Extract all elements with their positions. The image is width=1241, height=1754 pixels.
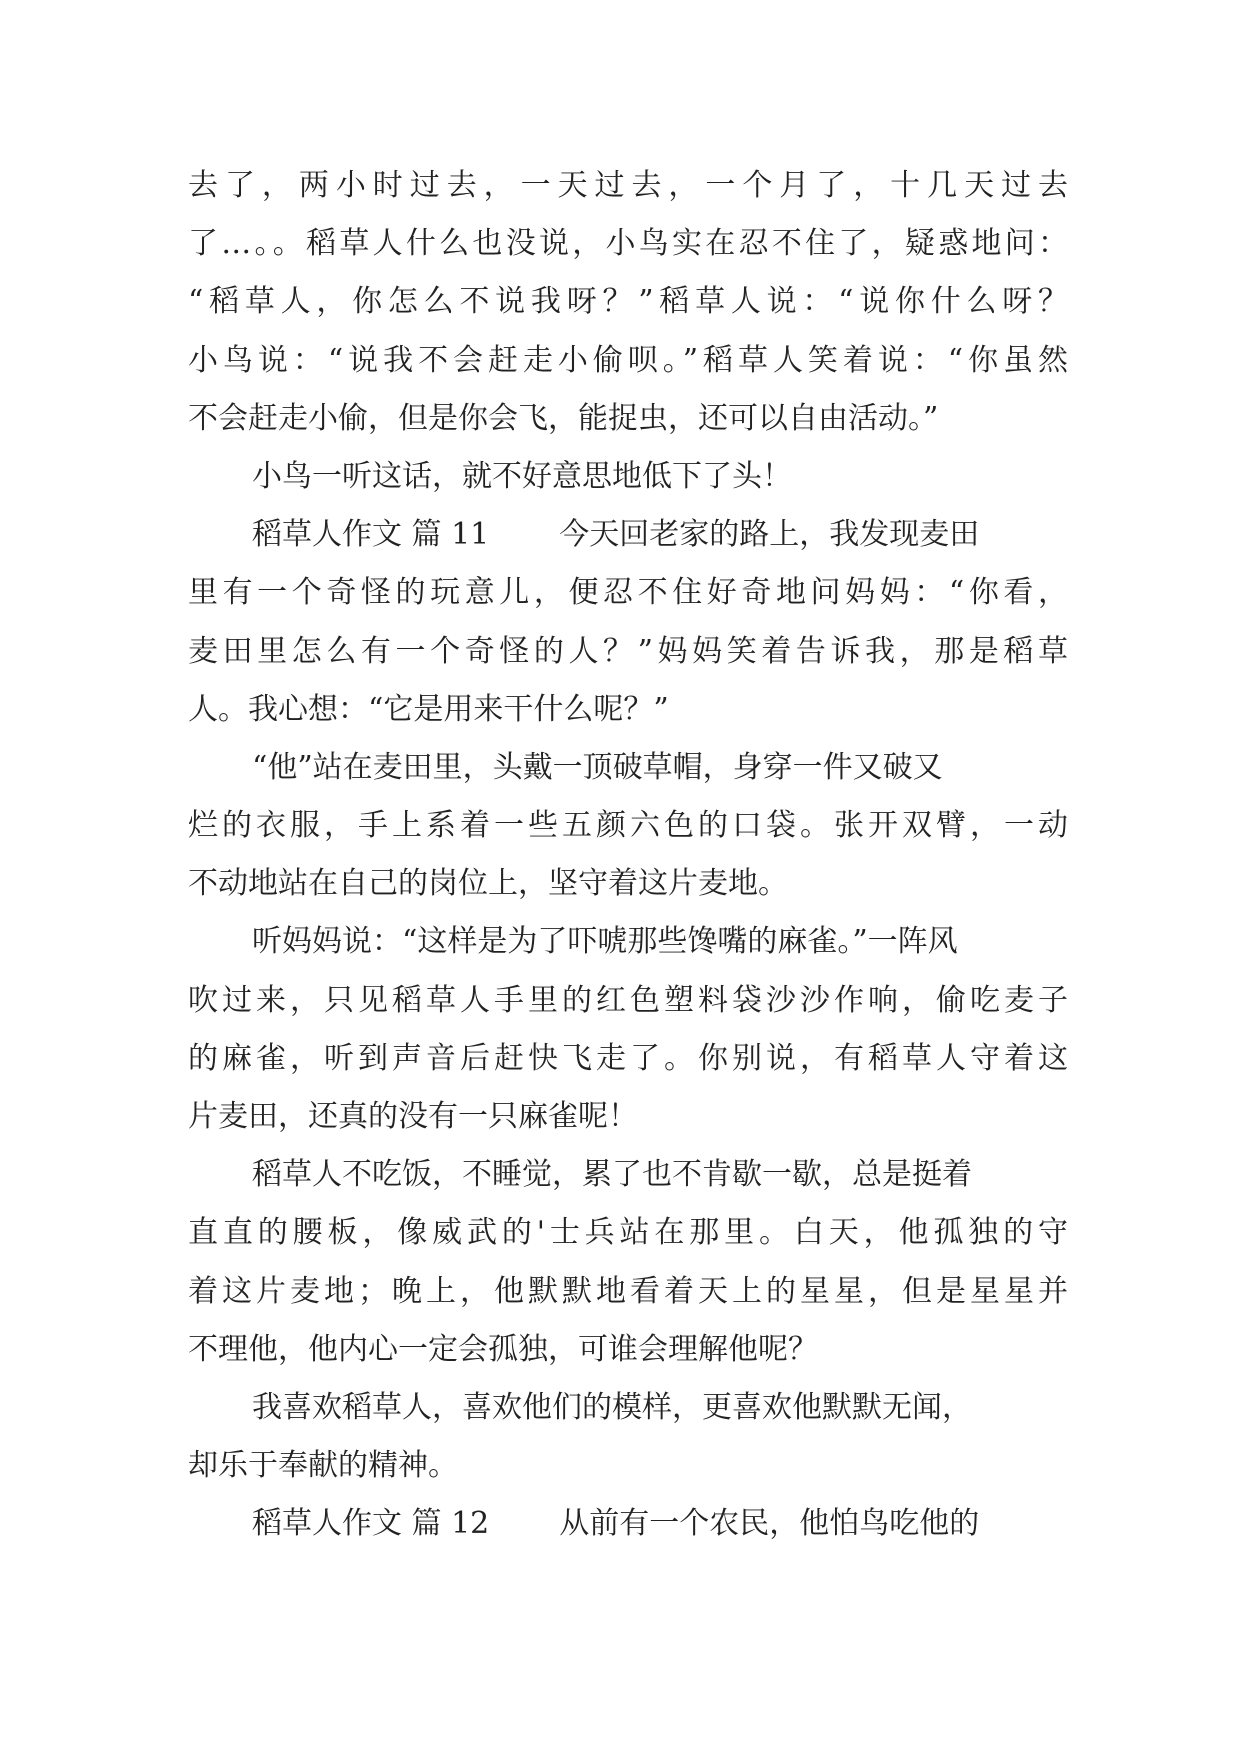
text-line: 烂的衣服，手上系着一些五颜六色的口袋。张开双臂，一动 <box>188 808 1068 844</box>
text-line: 不动地站在自己的岗位上，坚守着这片麦地。 <box>188 866 788 902</box>
article-body <box>188 157 1068 1554</box>
text-line: 却乐于奉献的精神。 <box>188 1448 458 1484</box>
text-line: 麦田里怎么有一个奇怪的人？”妈妈笑着告诉我，那是稻草 <box>188 633 1068 669</box>
text-line: 直直的腰板，像威武的'士兵站在那里。白天，他孤独的守 <box>188 1215 1068 1251</box>
paragraph-start: 从前有一个农民，他怕鸟吃他的 <box>559 1506 980 1542</box>
section-heading: 稻草人作文 篇 12 <box>252 1506 490 1542</box>
text-line: 小鸟一听这话，就不好意思地低下了头！ <box>252 458 792 494</box>
text-line: 片麦田，还真的没有一只麻雀呢！ <box>188 1099 638 1134</box>
text-line: 不理他，他内心一定会孤独，可谁会理解他呢？ <box>188 1331 818 1367</box>
text-line: 吹过来，只见稻草人手里的红色塑料袋沙沙作响，偷吃麦子 <box>188 982 1068 1018</box>
text-line: 人。我心想：“它是用来干什么呢？” <box>188 691 669 727</box>
section-heading-line <box>188 506 1068 564</box>
text-line: 的麻雀，听到声音后赶快飞走了。你别说，有稻草人守着这 <box>188 1040 1068 1076</box>
section-heading: 稻草人作文 篇 11 <box>252 517 490 553</box>
text-line: 小鸟说：“说我不会赶走小偷呗。”稻草人笑着说：“你虽然 <box>188 342 1068 378</box>
paragraph-start: 今天回老家的路上，我发现麦田 <box>559 517 980 553</box>
text-line: 听妈妈说：“这样是为了吓唬那些馋嘴的麻雀。”一阵风 <box>252 924 958 960</box>
text-line: 我喜欢稻草人，喜欢他们的模样，更喜欢他默默无闻， <box>252 1389 972 1425</box>
text-line: 着这片麦地；晚上，他默默地看着天上的星星，但是星星并 <box>188 1273 1068 1309</box>
text-line: 去了，两小时过去，一天过去，一个月了，十几天过去 <box>188 168 1068 203</box>
text-line: 稻草人不吃饭，不睡觉，累了也不肯歇一歇，总是挺着 <box>252 1157 972 1193</box>
section-heading-line <box>188 1495 1068 1553</box>
text-line: 了…。。稻草人什么也没说，小鸟实在忍不住了，疑惑地问： <box>188 226 1068 262</box>
text-line: 不会赶走小偷，但是你会飞，能捉虫，还可以自由活动。” <box>188 400 939 436</box>
text-line: “稻草人，你怎么不说我呀？”稻草人说：“说你什么呀？ <box>188 284 1068 320</box>
text-line: 里有一个奇怪的玩意儿，便忍不住好奇地问妈妈：“你看， <box>188 575 1068 611</box>
text-line: “他”站在麦田里，头戴一顶破草帽，身穿一件又破又 <box>252 749 943 785</box>
